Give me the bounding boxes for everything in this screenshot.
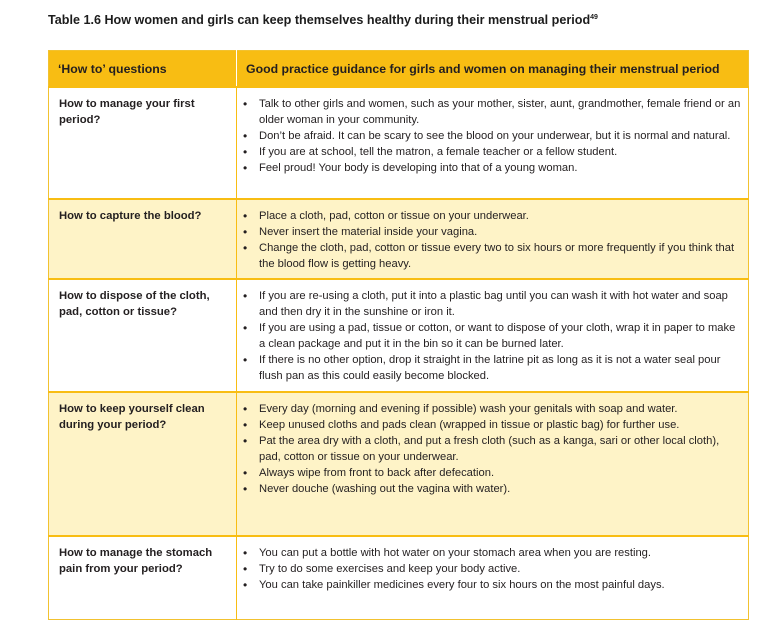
guidance-item: • If there is no other option, drop it straight in the latrine pit as long as it is not a water seal pour flush pan as this could easily become blocked.	[237, 352, 742, 384]
guidance-item: • You can take painkiller medicines every four to six hours on the most painful days.	[237, 577, 742, 593]
question-cell: How to manage your first period?	[49, 87, 237, 199]
guidance-item: • If you are using a pad, tissue or cotton, or want to dispose of your cloth, wrap it in paper to make a clean package and put it in the bin so it can be burned later.	[237, 320, 742, 352]
guidance-list	[237, 96, 742, 176]
footnote-marker: 49	[590, 13, 598, 21]
guidance-cell	[237, 87, 749, 199]
header-guidance: Good practice guidance for girls and women on managing their menstrual period	[237, 51, 749, 88]
guidance-item: • Don’t be afraid. It can be scary to see the blood on your underwear, but it is normal and natural.	[237, 128, 742, 144]
guidance-cell	[237, 199, 749, 279]
guidance-item: • Never douche (washing out the vagina with water).	[237, 481, 742, 497]
table-title-text: Table 1.6 How women and girls can keep themselves healthy during their menstrual period	[48, 13, 591, 27]
table-row	[49, 87, 749, 199]
guidance-item: • You can put a bottle with hot water on your stomach area when you are resting.	[237, 545, 742, 561]
guidance-item: • Change the cloth, pad, cotton or tissue every two to six hours or more frequently if you think that the blood flow is getting heavy.	[237, 240, 742, 272]
menstrual-health-table	[48, 50, 749, 620]
guidance-list	[237, 401, 742, 497]
guidance-item: • Never insert the material inside your vagina.	[237, 224, 742, 240]
guidance-item: • Try to do some exercises and keep your body active.	[237, 561, 742, 577]
guidance-item: • Every day (morning and evening if possible) wash your genitals with soap and water.	[237, 401, 742, 417]
guidance-list	[237, 545, 742, 593]
table-row	[49, 392, 749, 536]
question-cell: How to capture the blood?	[49, 199, 237, 279]
guidance-item: • Keep unused cloths and pads clean (wrapped in tissue or plastic bag) for further use.	[237, 417, 742, 433]
guidance-cell	[237, 279, 749, 392]
guidance-list	[237, 208, 742, 272]
question-cell: How to manage the stomach pain from your period?	[49, 536, 237, 619]
guidance-item: • Talk to other girls and women, such as your mother, sister, aunt, grandmother, female friend or an older woman in your community.	[237, 96, 742, 128]
guidance-item: • If you are at school, tell the matron, a female teacher or a fellow student.	[237, 144, 742, 160]
guidance-item: • Pat the area dry with a cloth, and put a fresh cloth (such as a kanga, sari or other local cloth), pad, cotton or tissue on your underwear.	[237, 433, 742, 465]
table-title	[48, 13, 598, 27]
guidance-cell	[237, 392, 749, 536]
table-row	[49, 536, 749, 619]
guidance-list	[237, 288, 742, 384]
guidance-item: • If you are re-using a cloth, put it into a plastic bag until you can wash it with hot water and soap and then dry it in the sunshine or iron it.	[237, 288, 742, 320]
question-cell: How to dispose of the cloth, pad, cotton or tissue?	[49, 279, 237, 392]
guidance-cell	[237, 536, 749, 619]
question-cell: How to keep yourself clean during your period?	[49, 392, 237, 536]
table-row	[49, 199, 749, 279]
table-row	[49, 279, 749, 392]
guidance-item: • Place a cloth, pad, cotton or tissue on your underwear.	[237, 208, 742, 224]
guidance-item: • Always wipe from front to back after defecation.	[237, 465, 742, 481]
header-questions: ‘How to’ questions	[49, 51, 237, 88]
guidance-item: • Feel proud! Your body is developing into that of a young woman.	[237, 160, 742, 176]
table-header-row	[49, 51, 749, 88]
